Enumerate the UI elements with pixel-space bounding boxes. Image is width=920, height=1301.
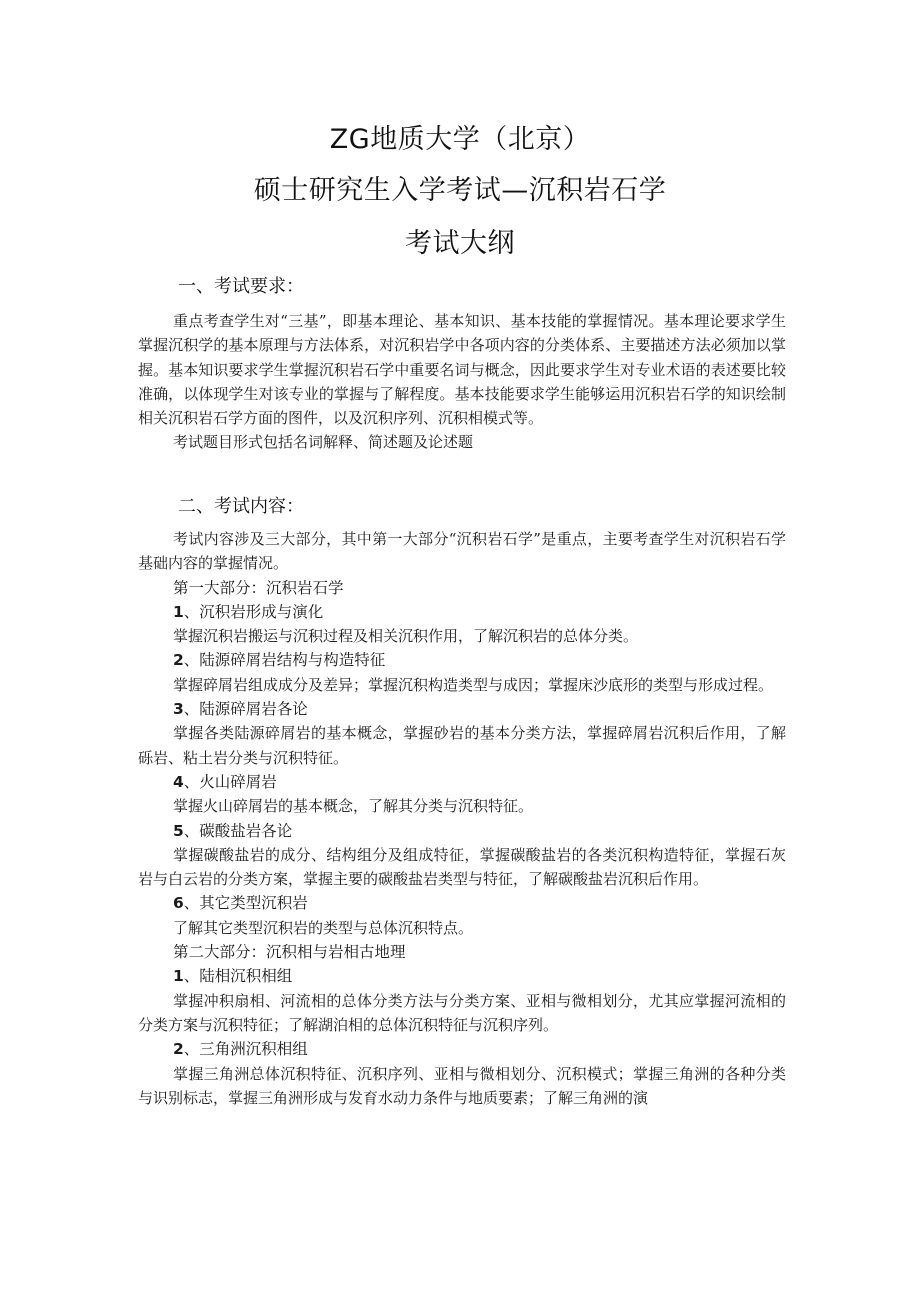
document-title-outline: 考试大纲 bbox=[405, 228, 515, 259]
part1-item-heading: 6、其它类型沉积岩 bbox=[173, 894, 308, 913]
content-body bbox=[138, 527, 786, 1110]
part1-item-heading: 1、沉积岩形成与演化 bbox=[173, 602, 324, 621]
part2-item-heading: 1、陆相沉积相组 bbox=[173, 967, 293, 986]
part2-item-heading: 2、三角洲沉积相组 bbox=[173, 1040, 308, 1059]
part2-item-description: 掌握冲积扇相、河流相的总体分类方法与分类方案、亚相与微相划分，尤其应掌握河流相的分类方案与沉积特征；了解湖泊相的总体沉积特征与沉积序列。 bbox=[138, 991, 786, 1034]
part1-item-heading: 2、陆源碎屑岩结构与构造特征 bbox=[173, 651, 386, 670]
section-heading-content: 二、考试内容： bbox=[178, 496, 304, 517]
part2-item-description: 掌握三角洲总体沉积特征、沉积序列、亚相与微相划分、沉积模式；掌握三角洲的各种分类与识别标志，掌握三角洲形成与发育水动力条件与地质要素；了解三角洲的演 bbox=[138, 1064, 786, 1107]
part2-title: 第二大部分：沉积相与岩相古地理 bbox=[173, 943, 406, 962]
requirements-paragraph: 重点考查学生对“三基”，即基本理论、基本知识、基本技能的掌握情况。基本理论要求学生掌握沉积学的基本原理与方法体系，对沉积岩学中各项内容的分类体系、主要描述方法必须加以掌握。基本知识要求学生掌握沉积岩石学中重要名词与概念，因此要求学生对专业术语的表述要比较准确，以体现学生对该专业的掌握与了解程度。基本技能要求学生能够运用沉积岩石学的知识绘制相关沉积岩石学方面的图件，以及沉积序列、沉积相模式等。 bbox=[138, 312, 786, 428]
part1-item-description: 掌握碎屑岩组成成分及差异；掌握沉积构造类型与成因；掌握床沙底形的类型与形成过程。 bbox=[173, 675, 774, 694]
part1-title: 第一大部分：沉积岩石学 bbox=[173, 578, 344, 597]
requirements-body bbox=[138, 309, 786, 455]
document-title-exam: 硕士研究生入学考试—沉积岩石学 bbox=[253, 175, 667, 206]
section-heading-requirements: 一、考试要求： bbox=[178, 276, 304, 297]
part1-item-description: 掌握各类陆源碎屑岩的基本概念，掌握砂岩的基本分类方法，掌握碎屑岩沉积后作用，了解砾岩、粘土岩分类与沉积特征。 bbox=[138, 724, 786, 767]
part1-item-description: 了解其它类型沉积岩的类型与总体沉积特点。 bbox=[173, 918, 474, 937]
part1-item-description: 掌握火山碎屑岩的基本概念，了解其分类与沉积特征。 bbox=[173, 797, 534, 816]
question-format-paragraph: 考试题目形式包括名词解释、简述题及论述题 bbox=[173, 433, 474, 452]
part1-item-heading: 4、火山碎屑岩 bbox=[173, 772, 277, 791]
part1-item-description: 掌握碳酸盐岩的成分、结构组分及组成特征，掌握碳酸盐岩的各类沉积构造特征，掌握石灰岩与白云岩的分类方案，掌握主要的碳酸盐岩类型与特征，了解碳酸盐岩沉积后作用。 bbox=[138, 845, 786, 889]
part1-item-description: 掌握沉积岩搬运与沉积过程及相关沉积作用，了解沉积岩的总体分类。 bbox=[173, 627, 639, 646]
part1-item-heading: 3、陆源碎屑岩各论 bbox=[173, 700, 308, 719]
content-intro-paragraph: 考试内容涉及三大部分，其中第一大部分“沉积岩石学”是重点，主要考查学生对沉积岩石学基础内容的掌握情况。 bbox=[138, 530, 786, 573]
part1-item-heading: 5、碳酸盐岩各论 bbox=[173, 821, 293, 840]
document-title-university: ZG地质大学（北京） bbox=[329, 124, 591, 155]
